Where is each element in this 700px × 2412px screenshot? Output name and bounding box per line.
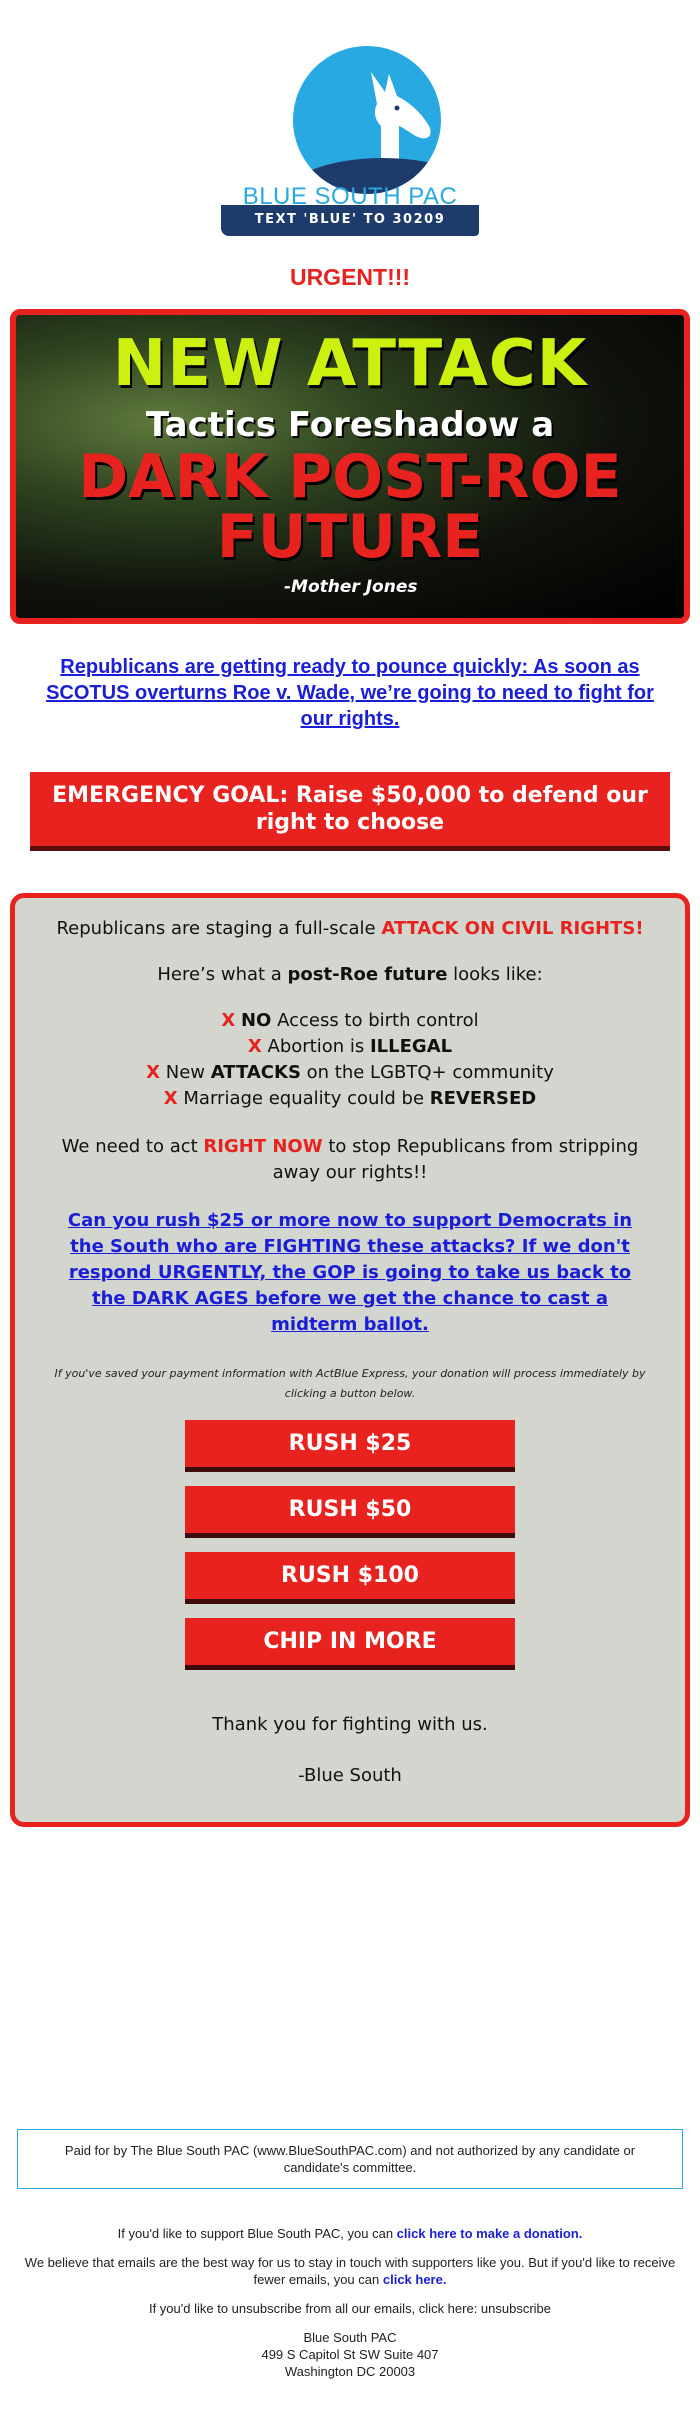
list-item-text: New xyxy=(160,1062,211,1083)
paid-for-disclaimer: Paid for by The Blue South PAC (www.BlueSouthPAC.com) and not authorized by any candidate or candidate's committee. xyxy=(17,2129,683,2189)
future-paragraph xyxy=(39,962,661,988)
act-now-paragraph xyxy=(39,1134,661,1186)
list-item-text: Access to birth control xyxy=(271,1010,479,1031)
attack-text: Republicans are staging a full-scale xyxy=(56,918,382,939)
list-item xyxy=(39,1034,661,1060)
attack-paragraph xyxy=(39,916,661,942)
future-text-post: looks like: xyxy=(447,964,543,985)
hero-banner-image[interactable] xyxy=(10,309,690,624)
signature: -Blue South xyxy=(298,1765,402,1786)
mailing-address xyxy=(20,2329,680,2380)
act-now-text-post: to stop Republicans from stripping away our rights!! xyxy=(272,1136,639,1183)
donate-cta-link[interactable]: Can you rush $25 or more now to support Democrats in the South who are FIGHTING these attacks? If we don't respond URGENTLY, the GOP is going to take us back to the DARK AGES before we get the chance to cast a midterm ballot. xyxy=(67,1210,633,1335)
address-city: Washington DC 20003 xyxy=(284,2364,416,2379)
chip-in-more-button[interactable]: CHIP IN MORE xyxy=(185,1618,515,1670)
list-item-text: Abortion is xyxy=(261,1036,370,1057)
address-name: Blue South PAC xyxy=(303,2330,397,2345)
main-content-box xyxy=(10,893,690,1827)
future-text-pre: Here’s what a xyxy=(157,964,288,985)
banner-headline-2: Tactics Foreshadow a xyxy=(145,405,555,445)
urgent-heading: URGENT!!! xyxy=(289,264,411,290)
address-street: 499 S Capitol St SW Suite 407 xyxy=(261,2347,439,2362)
unsubscribe-line[interactable]: If you'd like to unsubscribe from all our emails, click here: unsubscribe xyxy=(148,2301,552,2316)
list-item-bold: REVERSED xyxy=(429,1088,537,1109)
donation-link[interactable]: click here to make a donation. xyxy=(396,2226,583,2241)
banner-headline-4: FUTURE xyxy=(216,502,484,572)
blue-south-logo[interactable] xyxy=(230,0,470,210)
list-item-bold: NO xyxy=(240,1010,272,1031)
future-text-bold: post-Roe future xyxy=(287,964,448,985)
actblue-fine-print: If you've saved your payment information with ActBlue Express, your donation will process immediately by clicking a button below. xyxy=(54,1367,646,1400)
logo-tagline: TEXT 'BLUE' TO 30209 xyxy=(221,205,479,236)
list-item-bold: ILLEGAL xyxy=(369,1036,453,1057)
lead-link[interactable]: Republicans are getting ready to pounce quickly: As soon as SCOTUS overturns Roe v. Wade, we’re going to need to fight for our rights. xyxy=(46,656,654,730)
list-item-text: Marriage equality could be xyxy=(177,1088,430,1109)
banner-citation: -Mother Jones xyxy=(284,577,418,597)
list-item xyxy=(39,1086,661,1112)
list-item xyxy=(39,1008,661,1034)
fewer-emails-link[interactable]: click here. xyxy=(382,2272,447,2287)
thanks-text: Thank you for fighting with us. xyxy=(212,1714,488,1735)
act-now-highlight: RIGHT NOW xyxy=(203,1136,323,1157)
support-text: If you'd like to support Blue South PAC, you can xyxy=(117,2226,397,2241)
donkey-logo-icon xyxy=(351,68,441,168)
x-mark-icon: X xyxy=(163,1088,178,1109)
rush-25-button[interactable]: RUSH $25 xyxy=(185,1420,515,1472)
logo-circle xyxy=(293,46,441,194)
support-line xyxy=(20,2225,680,2242)
rush-50-button[interactable]: RUSH $50 xyxy=(185,1486,515,1538)
list-item-text: on the LGBTQ+ community xyxy=(300,1062,554,1083)
x-mark-icon: X xyxy=(247,1036,262,1057)
rush-100-button[interactable]: RUSH $100 xyxy=(185,1552,515,1604)
banner-headline-1: NEW ATTACK xyxy=(112,327,588,401)
fewer-emails-line xyxy=(20,2254,680,2288)
consequence-list xyxy=(39,1008,661,1112)
logo-name: BLUE SOUTH PAC xyxy=(242,183,458,210)
list-item-bold: ATTACKS xyxy=(210,1062,301,1083)
x-mark-icon: X xyxy=(146,1062,161,1083)
list-item xyxy=(39,1060,661,1086)
attack-highlight: ATTACK ON CIVIL RIGHTS! xyxy=(381,918,644,939)
x-mark-icon: X xyxy=(221,1010,236,1031)
banner-headline-3: DARK POST-ROE xyxy=(78,442,622,512)
fewer-emails-text: We believe that emails are the best way for us to stay in touch with supporters like you. But if you'd like to receive fewer emails, you can xyxy=(24,2255,676,2287)
emergency-goal-bar[interactable]: EMERGENCY GOAL: Raise $50,000 to defend our right to choose xyxy=(30,772,670,851)
act-now-text-pre: We need to act xyxy=(61,1136,204,1157)
